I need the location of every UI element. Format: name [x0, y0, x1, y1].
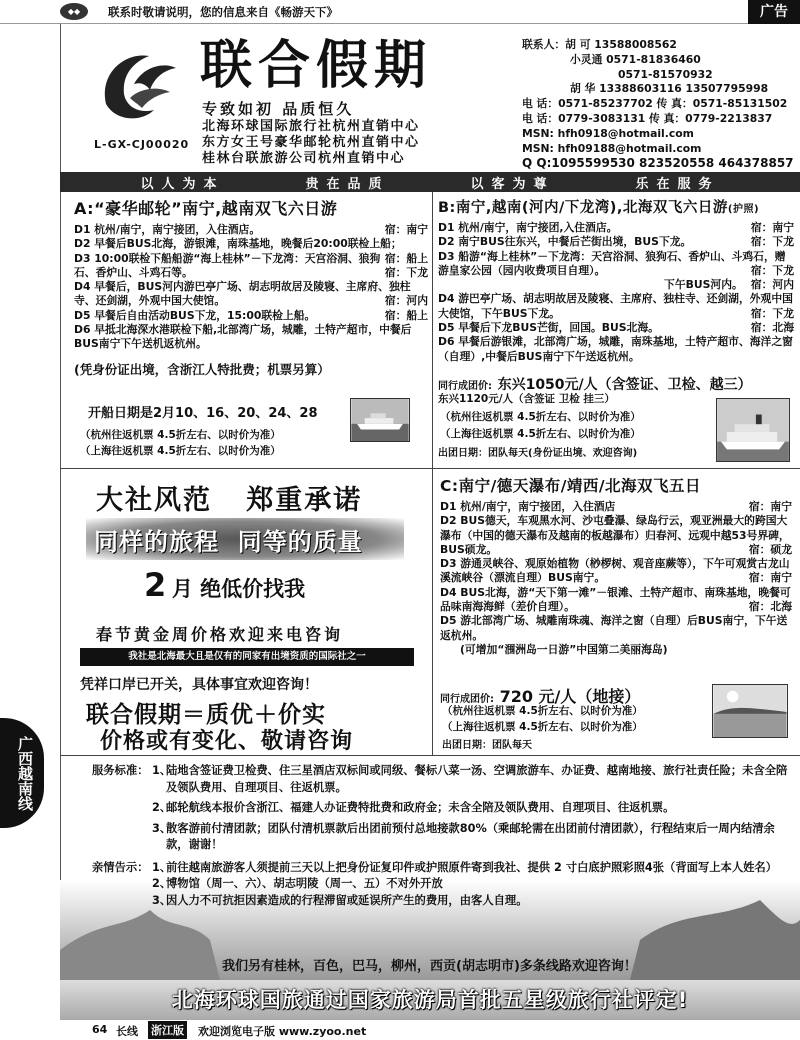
tour-c-day: D3 游通灵峡谷、观原始植物（桫椤树、观音座蕨等），下午可观赏古龙山溪流峡谷（漂流自理）BUS南宁。 宿：南宁 [440, 557, 792, 585]
bottom-banner: 北海环球国旅通过国家旅游局首批五星级旅行社评定! [60, 980, 800, 1020]
branch-2: 东方女王号豪华邮轮杭州直销中心 [202, 135, 420, 150]
contact-block [522, 38, 794, 171]
ad-tag: 广告 [748, 0, 800, 24]
tour-b-day: D6 早餐后游银滩，北部湾广场，城雕，南珠基地，土特产超市、海洋之窗（自理）,中餐后BUS南宁下午送返杭州。 [438, 335, 793, 363]
tour-c-day: D2 BUS德天，车观黑水河、沙屯叠瀑、绿岛行云，观亚洲最大的跨国大瀑布（中国的德天瀑布及越南的板越瀑布）归春河、远观中越53号界碑，BUS硕龙。 宿：硕龙 [440, 514, 792, 556]
promo-line-1: 大社风范 郑重承诺 [96, 485, 363, 516]
tour-c-day: D1 杭州/南宁，南宁接团，入住酒店 宿：南宁 [440, 500, 792, 513]
tour-a [74, 196, 428, 378]
edition-badge: 浙江版 [148, 1021, 187, 1039]
tour-c-air-shanghai: （上海往返机票 4.5折左右、以时价为准） [442, 721, 643, 733]
divider [60, 468, 800, 469]
tour-c [440, 474, 792, 657]
service-item: 2、 邮轮航线本报价含浙江、福建人办证费特批费和政府金；未含全陪及领队费用、自理项目、往返机票。 [152, 801, 675, 814]
cruise-ship-photo [716, 398, 790, 462]
license-number: L-GX-CJ00020 [94, 138, 190, 151]
service-section [92, 763, 792, 909]
tour-c-departure: 出团日期：团队每天 [442, 740, 532, 751]
tour-a-day: D5 早餐后自由活动BUS下龙，15:00联检上船。 宿：船上 [74, 308, 428, 322]
tour-b-price: 同行成团价: 东兴1050元/人（含签证、卫检、越三） [438, 377, 752, 393]
cruise-ship-photo [350, 398, 410, 442]
tour-a-title: A:“豪华邮轮”南宁,越南双飞六日游 [74, 199, 338, 218]
tour-a-air-hangzhou: （杭州往返机票 4.5折左右、以时价为准） [80, 429, 281, 441]
section-name: 长线 [116, 1025, 138, 1038]
tour-a-air-shanghai: （上海往返机票 4.5折左右、以时价为准） [80, 445, 281, 457]
tour-b-title: B:南宁,越南(河内/下龙湾),北海双飞六日游(护照) [438, 200, 760, 216]
tour-b-air-shanghai: （上海往返机票 4.5折左右、以时价为准） [440, 428, 641, 440]
tour-c-title: C:南宁/德天瀑布/靖西/北海双飞五日 [440, 477, 702, 495]
footer [0, 1020, 800, 1040]
tour-b-day: D2 南宁BUS往东兴，中餐后芒街出境，BUS下龙。 宿：下龙 [438, 235, 794, 249]
promo-line-7: 联合假期＝质优＋价实 [86, 701, 326, 728]
page-number: 64 [92, 1023, 108, 1036]
tour-a-dates: 开船日期是2月10、16、20、24、28 [88, 406, 318, 421]
tour-a-day: D2 早餐后BUS北海，游银滩，南珠基地，晚餐后20:00联检上船； 宿：船上 [74, 237, 428, 265]
tour-a-day: D6 早抵北海深水港联检下船,北部湾广场，城雕，土特产超市，中餐后BUS南宁下午送机返杭州。 [74, 323, 412, 351]
motto: 以人为本 [140, 176, 225, 192]
tip-item: 2、 博物馆（周一、六）、胡志明陵（周一、五）不对外开放 [152, 877, 443, 890]
side-tab: 广西越南线 [0, 718, 44, 828]
tour-b-day: D4 游巴亭广场、胡志明故居及陵寝、主席府、独柱寺、还剑湖，外观中国大使馆，下午BUS下龙。 宿：下龙 [438, 292, 794, 320]
tour-a-day: D1 杭州/南宁，南宁接团，入住酒店。 宿：南宁 [74, 223, 428, 236]
contact-line: MSN: hfh0918@hotmail.com [522, 126, 694, 140]
contact-line: 电 话：0571-85237702 传 真：0571-85131502 [522, 97, 788, 111]
website-link[interactable]: 欢迎浏览电子版 www.zyoo.net [198, 1025, 367, 1038]
tour-c-extra: (可增加“涠洲岛一日游”中国第二美丽海岛) [460, 642, 668, 656]
tour-c-air-hangzhou: （杭州往返机票 4.5折左右、以时价为准） [442, 705, 643, 717]
branch-3: 桂林台联旅游公司杭州直销中心 [202, 151, 406, 166]
contact-line: 电 话：0779-3083131 传 真：0779-2213837 [522, 111, 773, 125]
promo-panel [60, 470, 432, 755]
tour-a-day: D4 早餐后，BUS河内游巴亭广场、胡志明故居及陵寝、主席府、独柱寺、还剑湖，外观中国大使馆。 宿：河内 [74, 280, 428, 308]
tour-a-day: D3 10:00联检下船船游“海上桂林”－下龙湾：天宫浴洞、狼狗石、香炉山、斗鸡石等。 宿：下龙 [74, 251, 428, 279]
tour-a-cert: (凭身份证出境，含浙江人特批费；机票另算） [74, 361, 330, 377]
contact-line: 联系人：胡 可 13588008562 [522, 38, 677, 51]
tour-b-day: D5 早餐后下龙BUS芒街，回国。BUS北海。 宿：北海 [438, 321, 794, 335]
promo-line-5: 我社是北海最大且是仅有的同家有出境资质的国际社之一 [80, 648, 414, 666]
brand-slogan: 专致如初 品质恒久 [202, 100, 355, 118]
tour-c-price: 同行成团价: 720 元/人（地接） [440, 687, 641, 706]
tip-item: 3、 因人力不可抗拒因素造成的行程滞留或延误所产生的费用，由客人自理。 [152, 893, 528, 907]
service-item: 服务标准： 1、 陆地含签证费卫检费、住三星酒店双标间或同级、餐标八菜一汤、空调旅游车、办证费、越南地接、旅行社责任险；未含全陪及领队费用、自理项目、往返机票。 [92, 764, 788, 794]
routes-note: 我们另有桂林，百色，巴马，柳州，西贡(胡志明市)多条线路欢迎咨询！ [222, 959, 637, 974]
top-bar [0, 0, 800, 24]
motto: 贵在品质 [305, 176, 390, 192]
contact-line: 小灵通 0571-81836460 [570, 52, 701, 66]
tour-b-departure: 出团日期：团队每天(身份证出境、欢迎咨询) [438, 448, 638, 459]
promo-line-4: 春节黄金周价格欢迎来电咨询 [96, 625, 344, 644]
source-note: 联系时敬请说明，您的信息来自《畅游天下》 [108, 5, 338, 19]
tip-item: 亲情告示： 1、 前往越南旅游客人须提前三天以上把身份证复印件或护照原件寄到我社、提供 2 寸白底护照彩照4张（背面写上本人姓名） [92, 860, 778, 874]
contact-line: MSN: hfh09188@hotmail.com [522, 141, 702, 155]
service-item: 3、 散客游前付清团款；团队付清机票款后出团前预付总地接款80%（乘邮轮需在出团前付清团款），行程结束后一周内结清余款，谢谢！ [152, 821, 775, 851]
tour-b-air-hangzhou: （杭州往返机票 4.5折左右、以时价为准） [440, 411, 641, 423]
contact-line: Q Q:1095599530 823520558 464378857 [522, 156, 794, 171]
tour-b-day: D1 杭州/南宁，南宁接团,入住酒店。 宿：南宁 [438, 221, 794, 234]
tour-b-day: D3 船游“海上桂林”－下龙湾：天宫浴洞、狼狗石、香炉山、斗鸡石，赠游皇家公园（园内收费项目自理）。 宿：下龙 [438, 249, 794, 277]
promo-line-6: 凭祥口岸已开关，具体事宜欢迎咨询！ [80, 677, 318, 693]
tour-c-day: D4 BUS北海，游“天下第一滩”－银滩、土特产超市、南珠基地，晚餐可品味南海海鲜（差价自理）。 宿：北海 [440, 585, 792, 614]
motto: 以客为尊 [470, 176, 555, 192]
motto-stripe [60, 172, 800, 192]
promo-line-3: 2 月 绝低价找我 [144, 566, 306, 604]
contact-line: 0571-81570932 [618, 67, 713, 81]
branch-1: 北海环球国际旅行社杭州直销中心 [202, 119, 420, 134]
divider [60, 755, 800, 756]
promo-line-8: 价格或有变化、敬请咨询 [100, 728, 354, 754]
promo-line-2: 同样的旅程 同等的质量 [94, 528, 363, 556]
beach-photo [712, 684, 788, 738]
contact-line: 胡 华 13388603116 13507795998 [570, 82, 769, 96]
magazine-logo: ◆◆ [60, 3, 88, 20]
brand-title: 联合假期 [200, 36, 433, 96]
swan-logo-icon [94, 44, 180, 130]
tour-b [438, 196, 794, 364]
motto: 乐在服务 [635, 176, 720, 192]
tour-b-price-alt: 东兴1120元/人（含签证 卫检 挂三） [438, 393, 615, 405]
tour-c-day: D5 游北部湾广场、城雕南珠魂、海洋之窗（自理）后BUS南宁，下午送返杭州。 [440, 614, 788, 642]
tour-b-day: 下午BUS河内。 宿：河内 [664, 278, 794, 292]
divider [432, 192, 433, 755]
